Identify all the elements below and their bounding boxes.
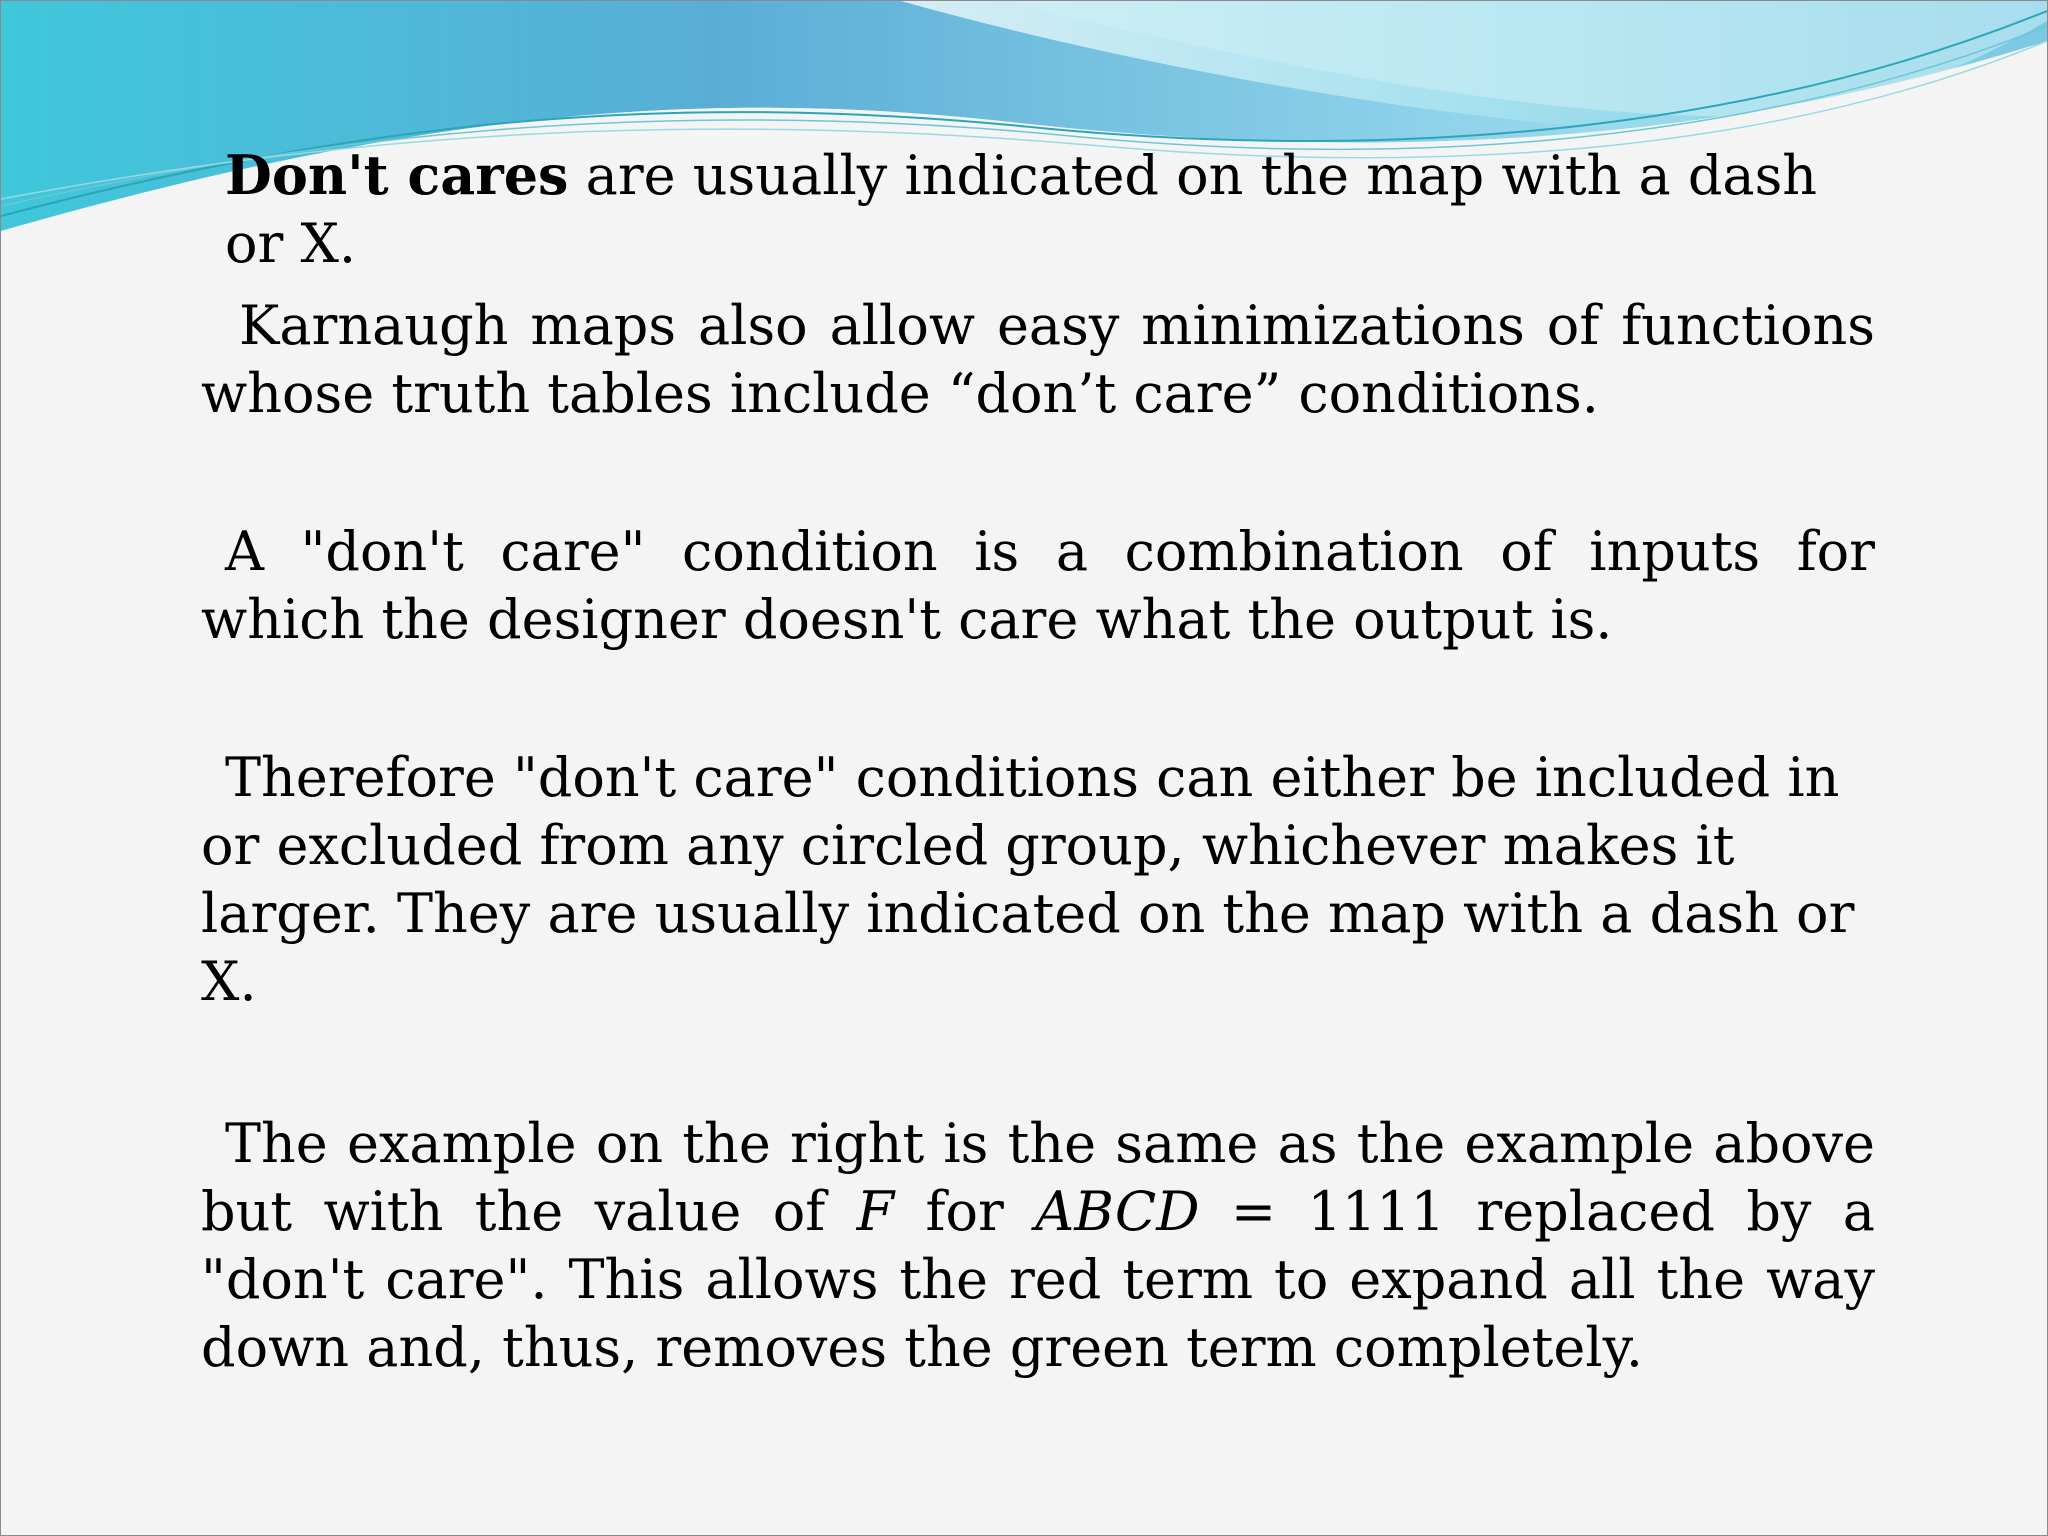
example-text-3: = 1111 replaced by a "don't care". This allows the red term to expand all the way down and, thus, removes the green term completely. [201, 1180, 1876, 1379]
dont-cares-bold: Don't cares [225, 143, 569, 207]
slide-body [201, 141, 1875, 1382]
paragraph-definition [201, 518, 1875, 654]
example-var-abcd: ABCD [1035, 1180, 1200, 1243]
therefore-text: Therefore "don't care" conditions can either be included in or excluded from any circled group, whichever makes it larger. They are usually indicated on the map with a dash or X. [201, 746, 1855, 1013]
dont-cares-rest: are usually indicated on the map with a dash or X. [225, 144, 1818, 275]
example-var-f: F [856, 1180, 895, 1243]
karnaugh-text: Karnaugh maps also allow easy minimizations of functions whose truth tables include “don’t care” conditions. [201, 294, 1875, 425]
paragraph-karnaugh [201, 292, 1875, 428]
example-text-2: for [894, 1180, 1036, 1243]
paragraph-dont-cares [201, 141, 1875, 278]
example-text-1: The example on the right is the same as the example above but with the value of [201, 1112, 1875, 1243]
paragraph-therefore [201, 744, 1875, 1016]
definition-text: A "don't care" condition is a combination of inputs for which the designer doesn't care what the output is. [201, 520, 1875, 651]
paragraph-example [201, 1110, 1875, 1382]
